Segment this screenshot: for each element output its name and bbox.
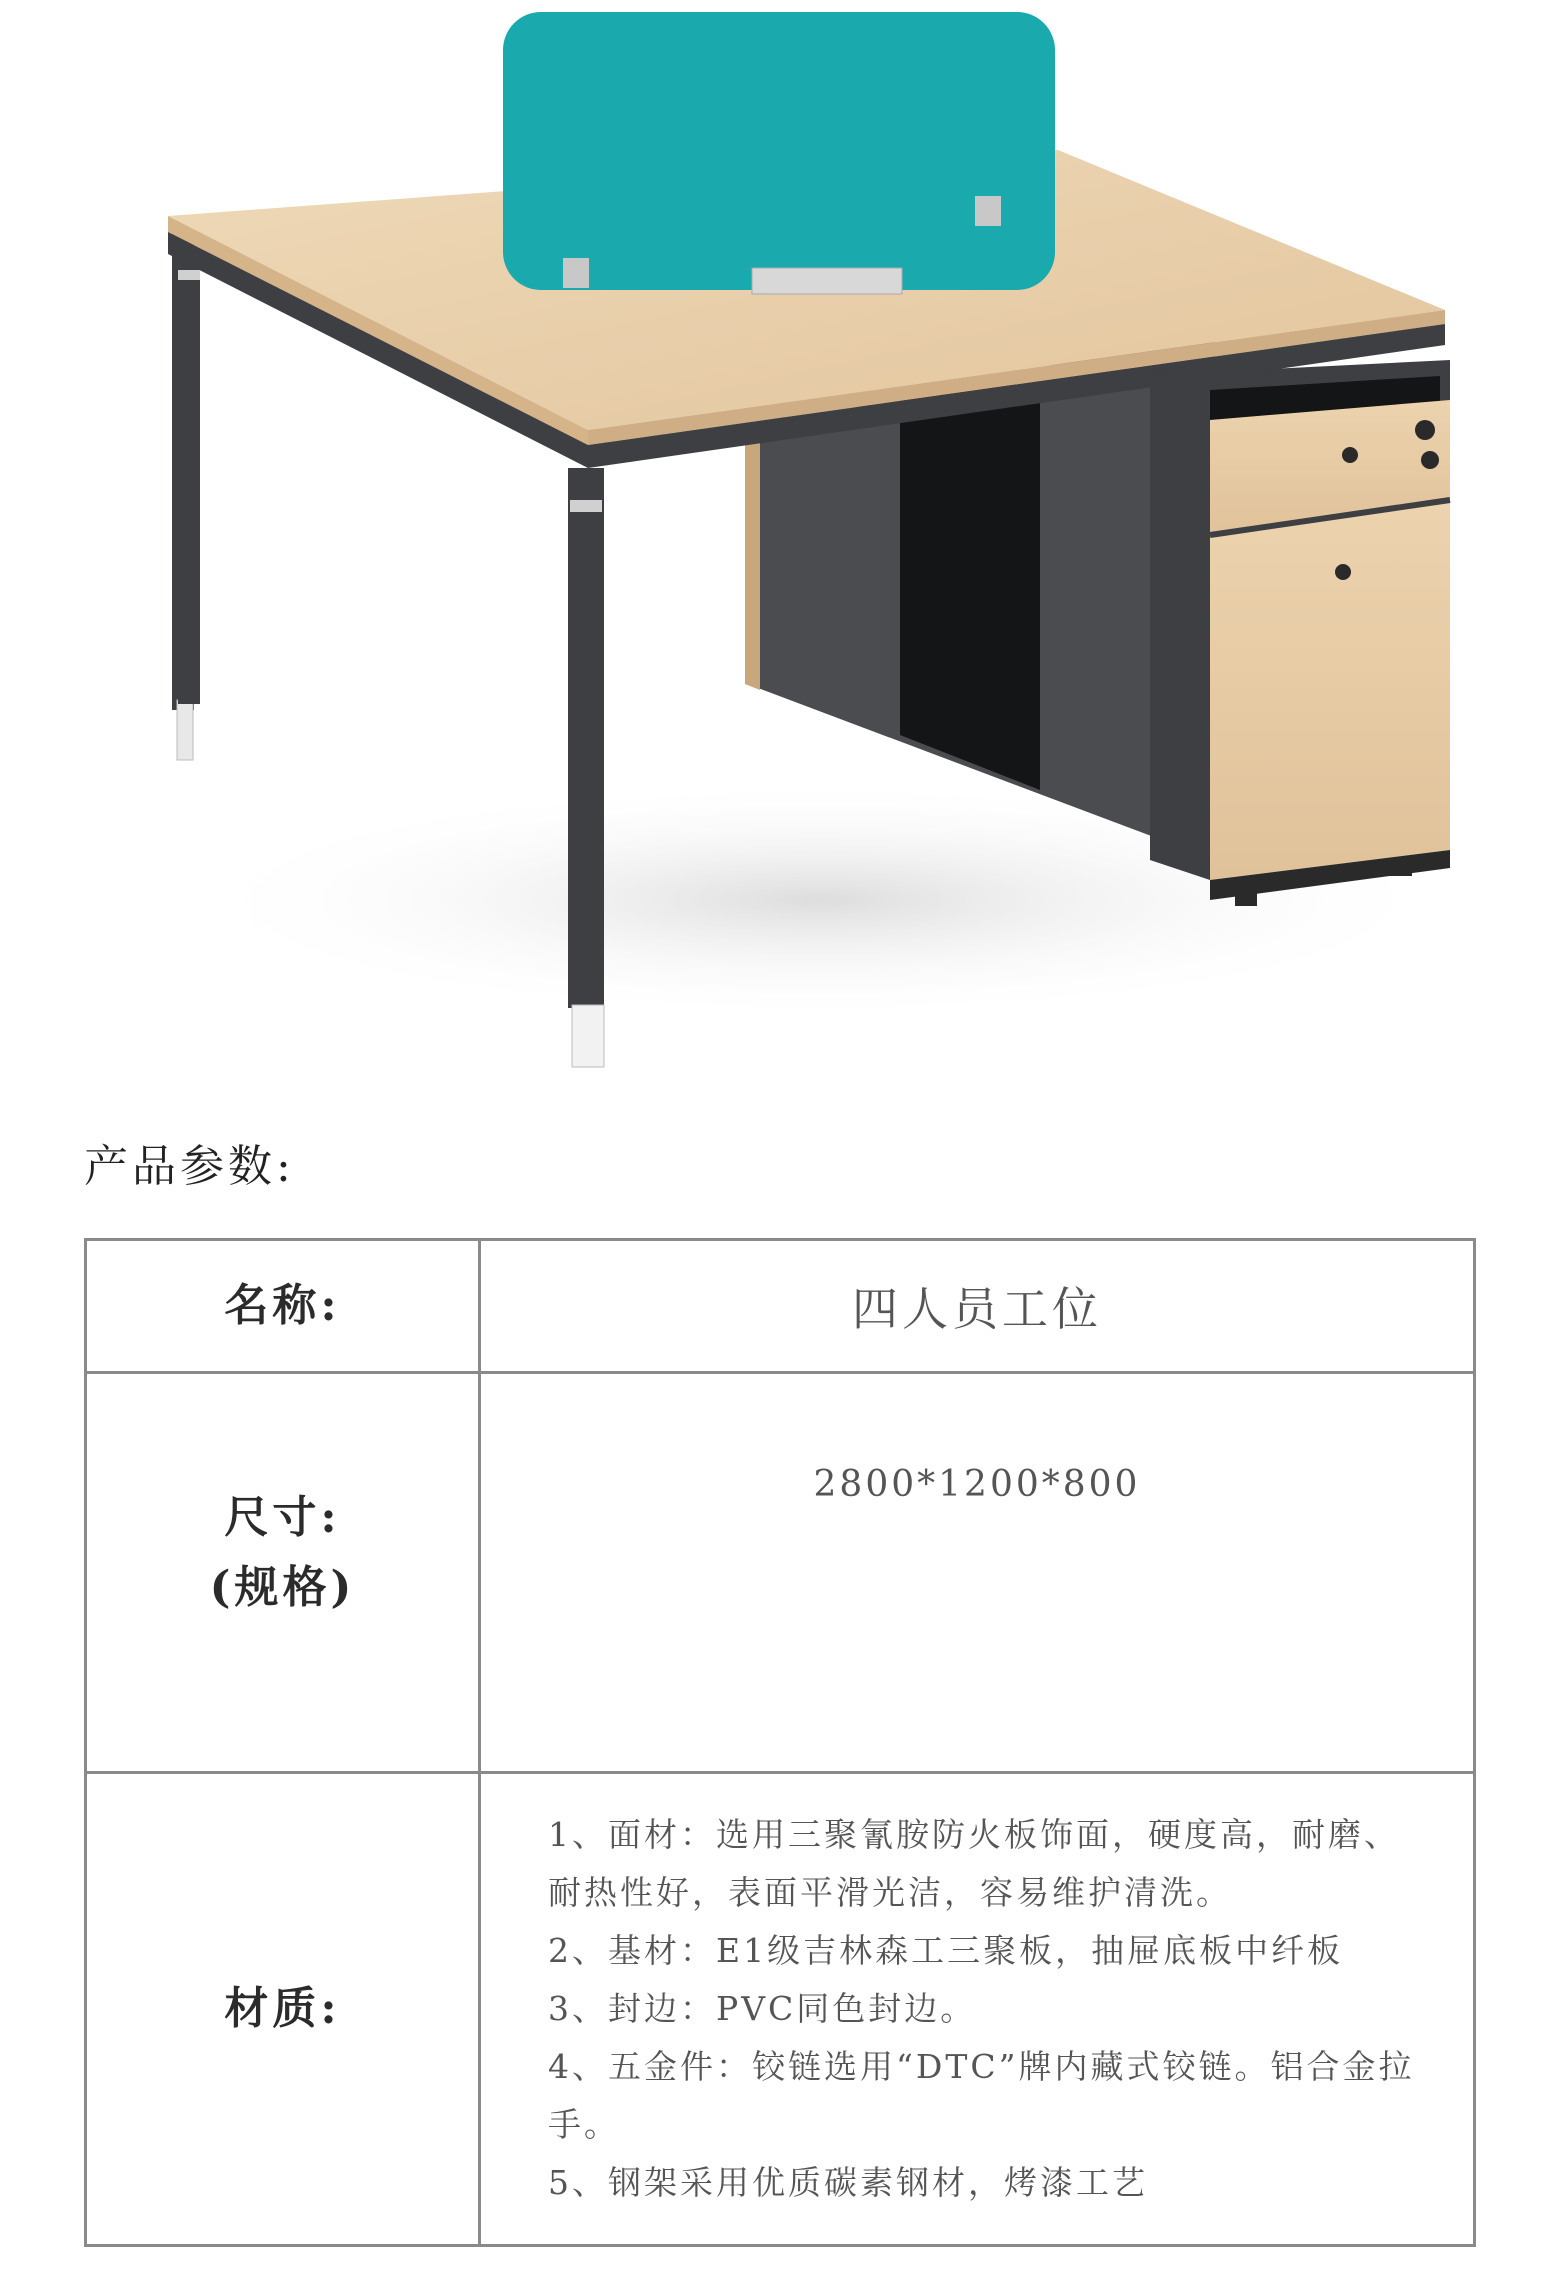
- material-item: 4、五金件：铰链选用“DTC”牌内藏式铰链。铝合金拉手。: [548, 2047, 1415, 2144]
- material-item: 5、钢架采用优质碳素钢材，烤漆工艺: [548, 2163, 1148, 2202]
- pedestal-cabinet: [1210, 500, 1450, 880]
- table-row-size: [86, 1373, 1475, 1773]
- desk-illustration: [0, 0, 1563, 1090]
- material-label: 材质:: [86, 1773, 480, 2246]
- material-item: 3、封边：PVC同色封边。: [548, 1989, 977, 2028]
- size-label-cell: [86, 1373, 480, 1773]
- product-image: [0, 0, 1563, 1090]
- product-params-table: [84, 1238, 1476, 2247]
- size-label-sub: (规格): [209, 1562, 356, 1613]
- table-row-material: [86, 1773, 1475, 2246]
- table-row-name: [86, 1240, 1475, 1373]
- size-label: 尺寸:: [224, 1492, 341, 1543]
- name-label: 名称:: [86, 1240, 480, 1373]
- desk-leg: [568, 468, 604, 1008]
- material-item: 2、基材：E1级吉林森工三聚板，抽屉底板中纤板: [548, 1931, 1344, 1970]
- material-value-cell: [480, 1773, 1475, 2246]
- section-title: 产品参数:: [84, 1141, 295, 1192]
- material-list: [482, 1806, 1472, 2212]
- size-value: 2800*1200*800: [480, 1373, 1475, 1773]
- material-item: 1、面材：选用三聚氰胺防火板饰面，硬度高，耐磨、耐热性好，表面平滑光洁，容易维护清洗。: [548, 1815, 1400, 1912]
- cable-grommet: [752, 268, 902, 294]
- name-value: 四人员工位: [480, 1240, 1475, 1373]
- privacy-screen: [503, 12, 1055, 290]
